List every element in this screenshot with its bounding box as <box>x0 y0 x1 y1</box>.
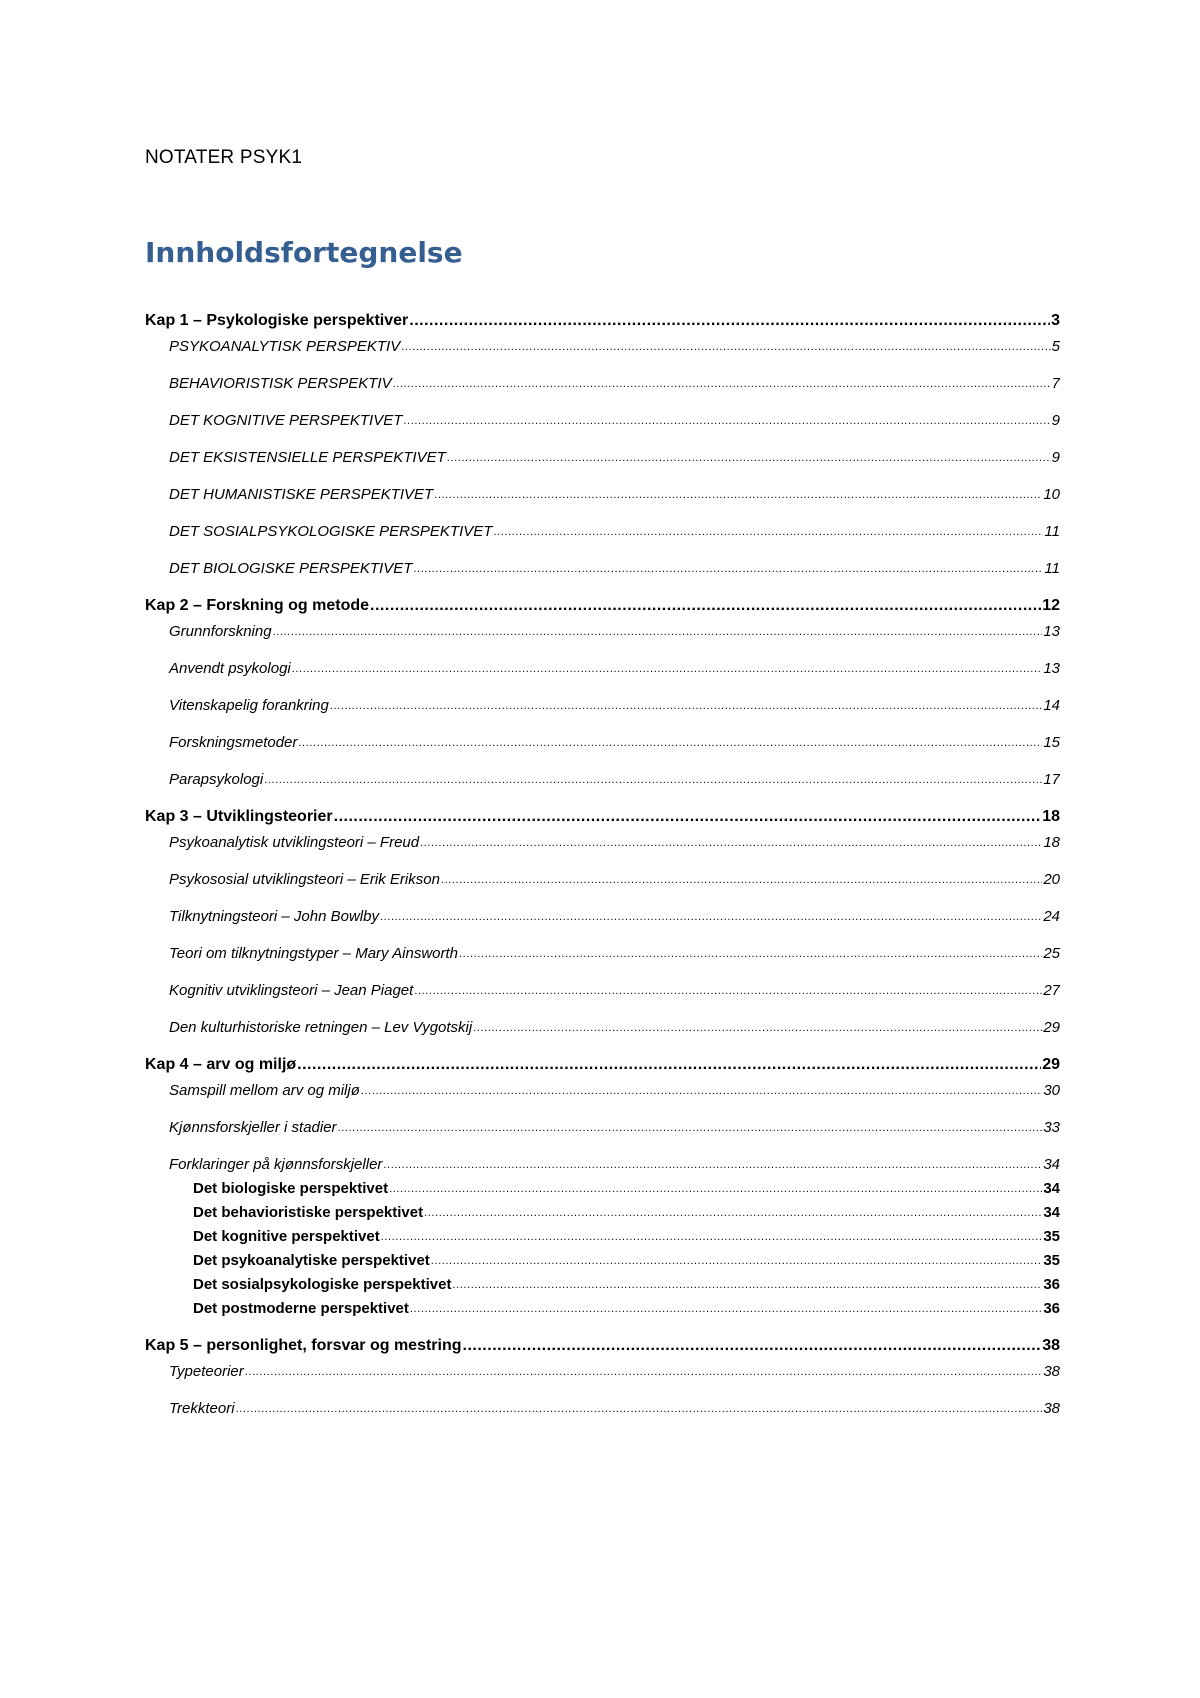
toc-entry-level1[interactable] <box>145 310 1060 332</box>
toc-entry-label: Teori om tilknytningstyper – Mary Ainsworth <box>169 945 458 962</box>
toc-entry-page-number: 14 <box>1043 697 1060 714</box>
toc-dot-leader <box>441 869 1042 891</box>
toc-entry-label: DET HUMANISTISKE PERSPEKTIVET <box>169 486 434 503</box>
toc-entry-page-number: 24 <box>1043 908 1060 925</box>
toc-entry-level2[interactable] <box>145 621 1060 643</box>
toc-entry-level2[interactable] <box>145 769 1060 791</box>
toc-entry-label: Det behavioristiske perspektivet <box>193 1204 424 1221</box>
toc-entry-page-number: 25 <box>1043 945 1060 962</box>
table-of-contents <box>145 310 1060 1435</box>
toc-entry-label: DET SOSIALPSYKOLOGISKE PERSPEKTIVET <box>169 523 493 540</box>
toc-entry-page-number: 9 <box>1051 449 1060 466</box>
toc-entry-level2[interactable] <box>145 1080 1060 1102</box>
toc-dot-leader <box>424 1202 1042 1224</box>
toc-entry-label: Trekkteori <box>169 1400 235 1417</box>
toc-entry-label: Psykososial utviklingsteori – Erik Erikson <box>169 871 440 888</box>
toc-entry-level2[interactable] <box>145 1117 1060 1139</box>
toc-dot-leader <box>463 1335 1042 1357</box>
toc-dot-leader <box>264 769 1042 791</box>
toc-entry-level2[interactable] <box>145 832 1060 854</box>
toc-entry-level3[interactable] <box>145 1250 1060 1272</box>
toc-entry-level1[interactable] <box>145 1335 1060 1357</box>
toc-entry-page-number: 29 <box>1043 1019 1060 1036</box>
toc-dot-leader <box>380 906 1042 928</box>
toc-entry-label: Forklaringer på kjønnsforskjeller <box>169 1156 383 1173</box>
toc-dot-leader <box>297 1054 1041 1076</box>
toc-entry-page-number: 38 <box>1043 1363 1060 1380</box>
toc-entry-page-number: 27 <box>1043 982 1060 999</box>
toc-entry-page-number: 17 <box>1043 771 1060 788</box>
toc-dot-leader <box>403 410 1050 432</box>
toc-entry-level2[interactable] <box>145 1398 1060 1420</box>
toc-entry-label: PSYKOANALYTISK PERSPEKTIV <box>169 338 401 355</box>
toc-entry-page-number: 34 <box>1043 1180 1060 1197</box>
toc-entry-label: Det biologiske perspektivet <box>193 1180 389 1197</box>
toc-dot-leader <box>447 447 1051 469</box>
toc-entry-label: Kap 2 – Forskning og metode <box>145 597 370 614</box>
toc-entry-page-number: 35 <box>1043 1252 1060 1269</box>
toc-entry-page-number: 7 <box>1051 375 1060 392</box>
toc-entry-label: Parapsykologi <box>169 771 264 788</box>
toc-entry-page-number: 35 <box>1043 1228 1060 1245</box>
toc-entry-label: Den kulturhistoriske retningen – Lev Vygotskij <box>169 1019 473 1036</box>
toc-entry-label: Kap 5 – personlighet, forsvar og mestring <box>145 1337 462 1354</box>
toc-entry-label: BEHAVIORISTISK PERSPEKTIV <box>169 375 392 392</box>
toc-dot-leader <box>414 980 1042 1002</box>
toc-dot-leader <box>434 484 1042 506</box>
toc-entry-page-number: 3 <box>1051 312 1060 329</box>
toc-entry-page-number: 11 <box>1044 523 1060 540</box>
toc-entry-level1[interactable] <box>145 595 1060 617</box>
toc-entry-page-number: 34 <box>1043 1204 1060 1221</box>
toc-entry-level1[interactable] <box>145 1054 1060 1076</box>
toc-entry-level2[interactable] <box>145 695 1060 717</box>
toc-entry-level2[interactable] <box>145 447 1060 469</box>
toc-entry-page-number: 9 <box>1051 412 1060 429</box>
toc-entry-label: Kjønnsforskjeller i stadier <box>169 1119 337 1136</box>
toc-entry-page-number: 13 <box>1043 623 1060 640</box>
toc-entry-level2[interactable] <box>145 943 1060 965</box>
toc-dot-leader <box>410 1298 1042 1320</box>
toc-title: Innholdsfortegnelse <box>145 236 463 269</box>
toc-entry-page-number: 29 <box>1042 1056 1060 1073</box>
toc-dot-leader <box>338 1117 1043 1139</box>
toc-entry-label: Kap 3 – Utviklingsteorier <box>145 808 333 825</box>
toc-entry-label: Det psykoanalytiske perspektivet <box>193 1252 430 1269</box>
toc-entry-label: DET EKSISTENSIELLE PERSPEKTIVET <box>169 449 446 466</box>
toc-entry-page-number: 15 <box>1043 734 1060 751</box>
toc-entry-label: Grunnforskning <box>169 623 272 640</box>
toc-entry-level1[interactable] <box>145 806 1060 828</box>
toc-dot-leader <box>389 1178 1042 1200</box>
toc-entry-level2[interactable] <box>145 1154 1060 1176</box>
toc-entry-page-number: 38 <box>1043 1400 1060 1417</box>
toc-dot-leader <box>334 806 1042 828</box>
toc-dot-leader <box>409 310 1050 332</box>
toc-dot-leader <box>493 521 1043 543</box>
toc-entry-level2[interactable] <box>145 336 1060 358</box>
toc-entry-level3[interactable] <box>145 1274 1060 1296</box>
toc-entry-level2[interactable] <box>145 484 1060 506</box>
toc-entry-page-number: 36 <box>1043 1276 1060 1293</box>
toc-entry-level2[interactable] <box>145 906 1060 928</box>
toc-entry-level2[interactable] <box>145 558 1060 580</box>
toc-entry-level2[interactable] <box>145 732 1060 754</box>
toc-dot-leader <box>298 732 1042 754</box>
toc-entry-page-number: 36 <box>1043 1300 1060 1317</box>
toc-entry-page-number: 30 <box>1043 1082 1060 1099</box>
toc-dot-leader <box>381 1226 1043 1248</box>
toc-entry-page-number: 5 <box>1051 338 1060 355</box>
toc-dot-leader <box>292 658 1043 680</box>
toc-entry-label: Psykoanalytisk utviklingsteori – Freud <box>169 834 420 851</box>
toc-entry-label: Forskningsmetoder <box>169 734 298 751</box>
toc-dot-leader <box>393 373 1051 395</box>
toc-entry-level2[interactable] <box>145 1361 1060 1383</box>
toc-dot-leader <box>245 1361 1043 1383</box>
toc-entry-label: Kognitiv utviklingsteori – Jean Piaget <box>169 982 414 999</box>
toc-entry-label: Anvendt psykologi <box>169 660 291 677</box>
toc-dot-leader <box>361 1080 1042 1102</box>
toc-dot-leader <box>370 595 1041 617</box>
toc-entry-level2[interactable] <box>145 1017 1060 1039</box>
toc-entry-page-number: 10 <box>1043 486 1060 503</box>
toc-dot-leader <box>413 558 1043 580</box>
toc-dot-leader <box>431 1250 1043 1272</box>
toc-entry-label: Det postmoderne perspektivet <box>193 1300 409 1317</box>
toc-entry-level2[interactable] <box>145 521 1060 543</box>
toc-entry-label: Tilknytningsteori – John Bowlby <box>169 908 379 925</box>
toc-dot-leader <box>473 1017 1042 1039</box>
toc-entry-page-number: 12 <box>1042 597 1060 614</box>
toc-entry-page-number: 18 <box>1043 834 1060 851</box>
document-header-title: NOTATER PSYK1 <box>145 147 303 168</box>
toc-dot-leader <box>401 336 1050 358</box>
toc-entry-label: Kap 1 – Psykologiske perspektiver <box>145 312 409 329</box>
toc-entry-page-number: 13 <box>1043 660 1060 677</box>
toc-entry-level2[interactable] <box>145 658 1060 680</box>
toc-dot-leader <box>273 621 1043 643</box>
toc-entry-label: Samspill mellom arv og miljø <box>169 1082 360 1099</box>
toc-entry-label: Vitenskapelig forankring <box>169 697 329 714</box>
toc-entry-label: DET KOGNITIVE PERSPEKTIVET <box>169 412 403 429</box>
toc-entry-label: Det sosialpsykologiske perspektivet <box>193 1276 452 1293</box>
toc-entry-level2[interactable] <box>145 869 1060 891</box>
toc-dot-leader <box>236 1398 1043 1420</box>
toc-dot-leader <box>383 1154 1042 1176</box>
toc-entry-label: Kap 4 – arv og miljø <box>145 1056 297 1073</box>
toc-entry-page-number: 33 <box>1043 1119 1060 1136</box>
toc-entry-level3[interactable] <box>145 1202 1060 1224</box>
toc-dot-leader <box>459 943 1042 965</box>
toc-entry-label: Typeteorier <box>169 1363 244 1380</box>
toc-entry-level2[interactable] <box>145 410 1060 432</box>
toc-entry-level2[interactable] <box>145 980 1060 1002</box>
toc-entry-page-number: 34 <box>1043 1156 1060 1173</box>
toc-entry-page-number: 20 <box>1043 871 1060 888</box>
toc-entry-label: Det kognitive perspektivet <box>193 1228 380 1245</box>
toc-entry-page-number: 38 <box>1042 1337 1060 1354</box>
toc-dot-leader <box>452 1274 1042 1296</box>
toc-dot-leader <box>420 832 1042 854</box>
toc-entry-page-number: 11 <box>1044 560 1060 577</box>
toc-entry-level2[interactable] <box>145 373 1060 395</box>
toc-entry-level3[interactable] <box>145 1226 1060 1248</box>
toc-entry-level3[interactable] <box>145 1178 1060 1200</box>
toc-entry-level3[interactable] <box>145 1298 1060 1320</box>
toc-entry-page-number: 18 <box>1042 808 1060 825</box>
toc-entry-label: DET BIOLOGISKE PERSPEKTIVET <box>169 560 413 577</box>
toc-dot-leader <box>330 695 1042 717</box>
